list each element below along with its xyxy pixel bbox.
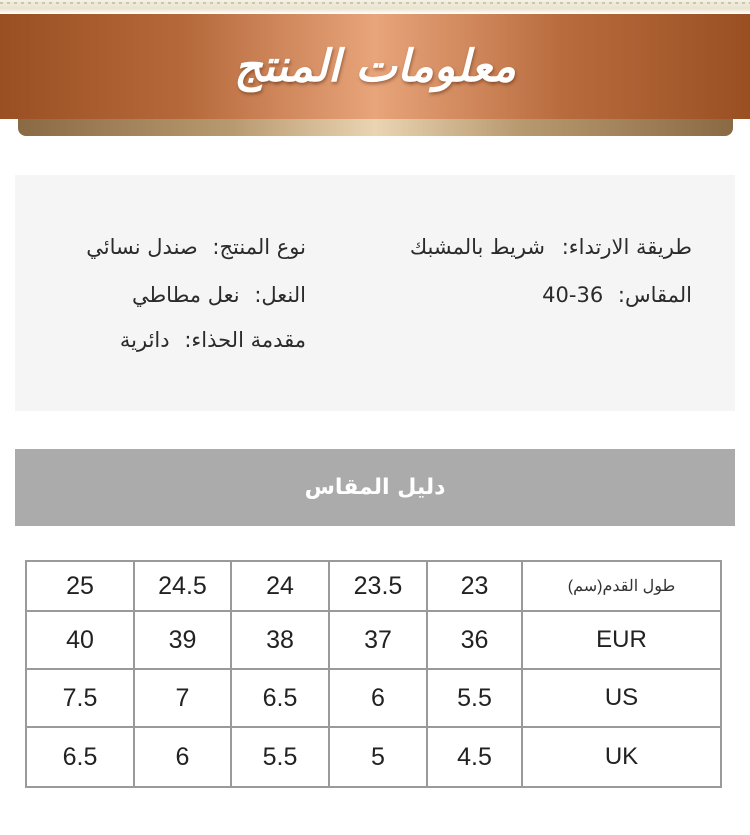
info-value: 36-40 [542, 283, 604, 307]
table-cell: 36 [427, 611, 522, 669]
table-cell: 5.5 [427, 669, 522, 727]
table-row-us [26, 669, 721, 727]
row-label-eur: EUR [522, 611, 721, 669]
info-size-range [542, 283, 692, 307]
info-value: دائرية [119, 328, 170, 352]
product-info-panel [15, 175, 735, 411]
table-cell: 7 [134, 669, 231, 727]
info-label: طريقة الارتداء: [561, 235, 692, 259]
table-cell: 38 [231, 611, 329, 669]
table-cell: 6.5 [26, 727, 134, 787]
size-chart-table [25, 560, 722, 788]
info-sole [132, 283, 306, 307]
table-cell: 6.5 [231, 669, 329, 727]
table-cell: 23.5 [329, 561, 427, 611]
table-cell: 40 [26, 611, 134, 669]
info-wearing-method [410, 235, 692, 259]
row-label-foot-length: طول القدم(سم) [522, 561, 721, 611]
info-label: نوع المنتج: [212, 235, 306, 259]
row-label-us: US [522, 669, 721, 727]
info-value: نعل مطاطي [131, 283, 240, 307]
table-cell: 5 [329, 727, 427, 787]
table-row-eur [26, 611, 721, 669]
header-underline-bar [18, 119, 733, 136]
table-cell: 5.5 [231, 727, 329, 787]
info-toe-shape [120, 328, 306, 352]
info-label: النعل: [254, 283, 306, 307]
info-label: المقاس: [617, 283, 692, 307]
table-cell: 24.5 [134, 561, 231, 611]
table-cell: 25 [26, 561, 134, 611]
info-product-type [86, 235, 306, 259]
table-cell: 4.5 [427, 727, 522, 787]
table-cell: 6 [134, 727, 231, 787]
info-value: صندل نسائي [86, 235, 198, 259]
top-decorative-strip [0, 0, 750, 14]
table-cell: 24 [231, 561, 329, 611]
info-label: مقدمة الحذاء: [184, 328, 306, 352]
table-cell: 37 [329, 611, 427, 669]
table-cell: 39 [134, 611, 231, 669]
table-cell: 23 [427, 561, 522, 611]
header-banner [0, 14, 750, 119]
page-title: معلومات المنتج [234, 41, 516, 92]
table-row-uk [26, 727, 721, 787]
table-row-foot-length [26, 561, 721, 611]
info-value: شريط بالمشبك [409, 235, 545, 259]
size-guide-bar [15, 449, 735, 526]
table-cell: 7.5 [26, 669, 134, 727]
size-guide-title: دليل المقاس [304, 475, 446, 500]
table-cell: 6 [329, 669, 427, 727]
row-label-uk: UK [522, 727, 721, 787]
